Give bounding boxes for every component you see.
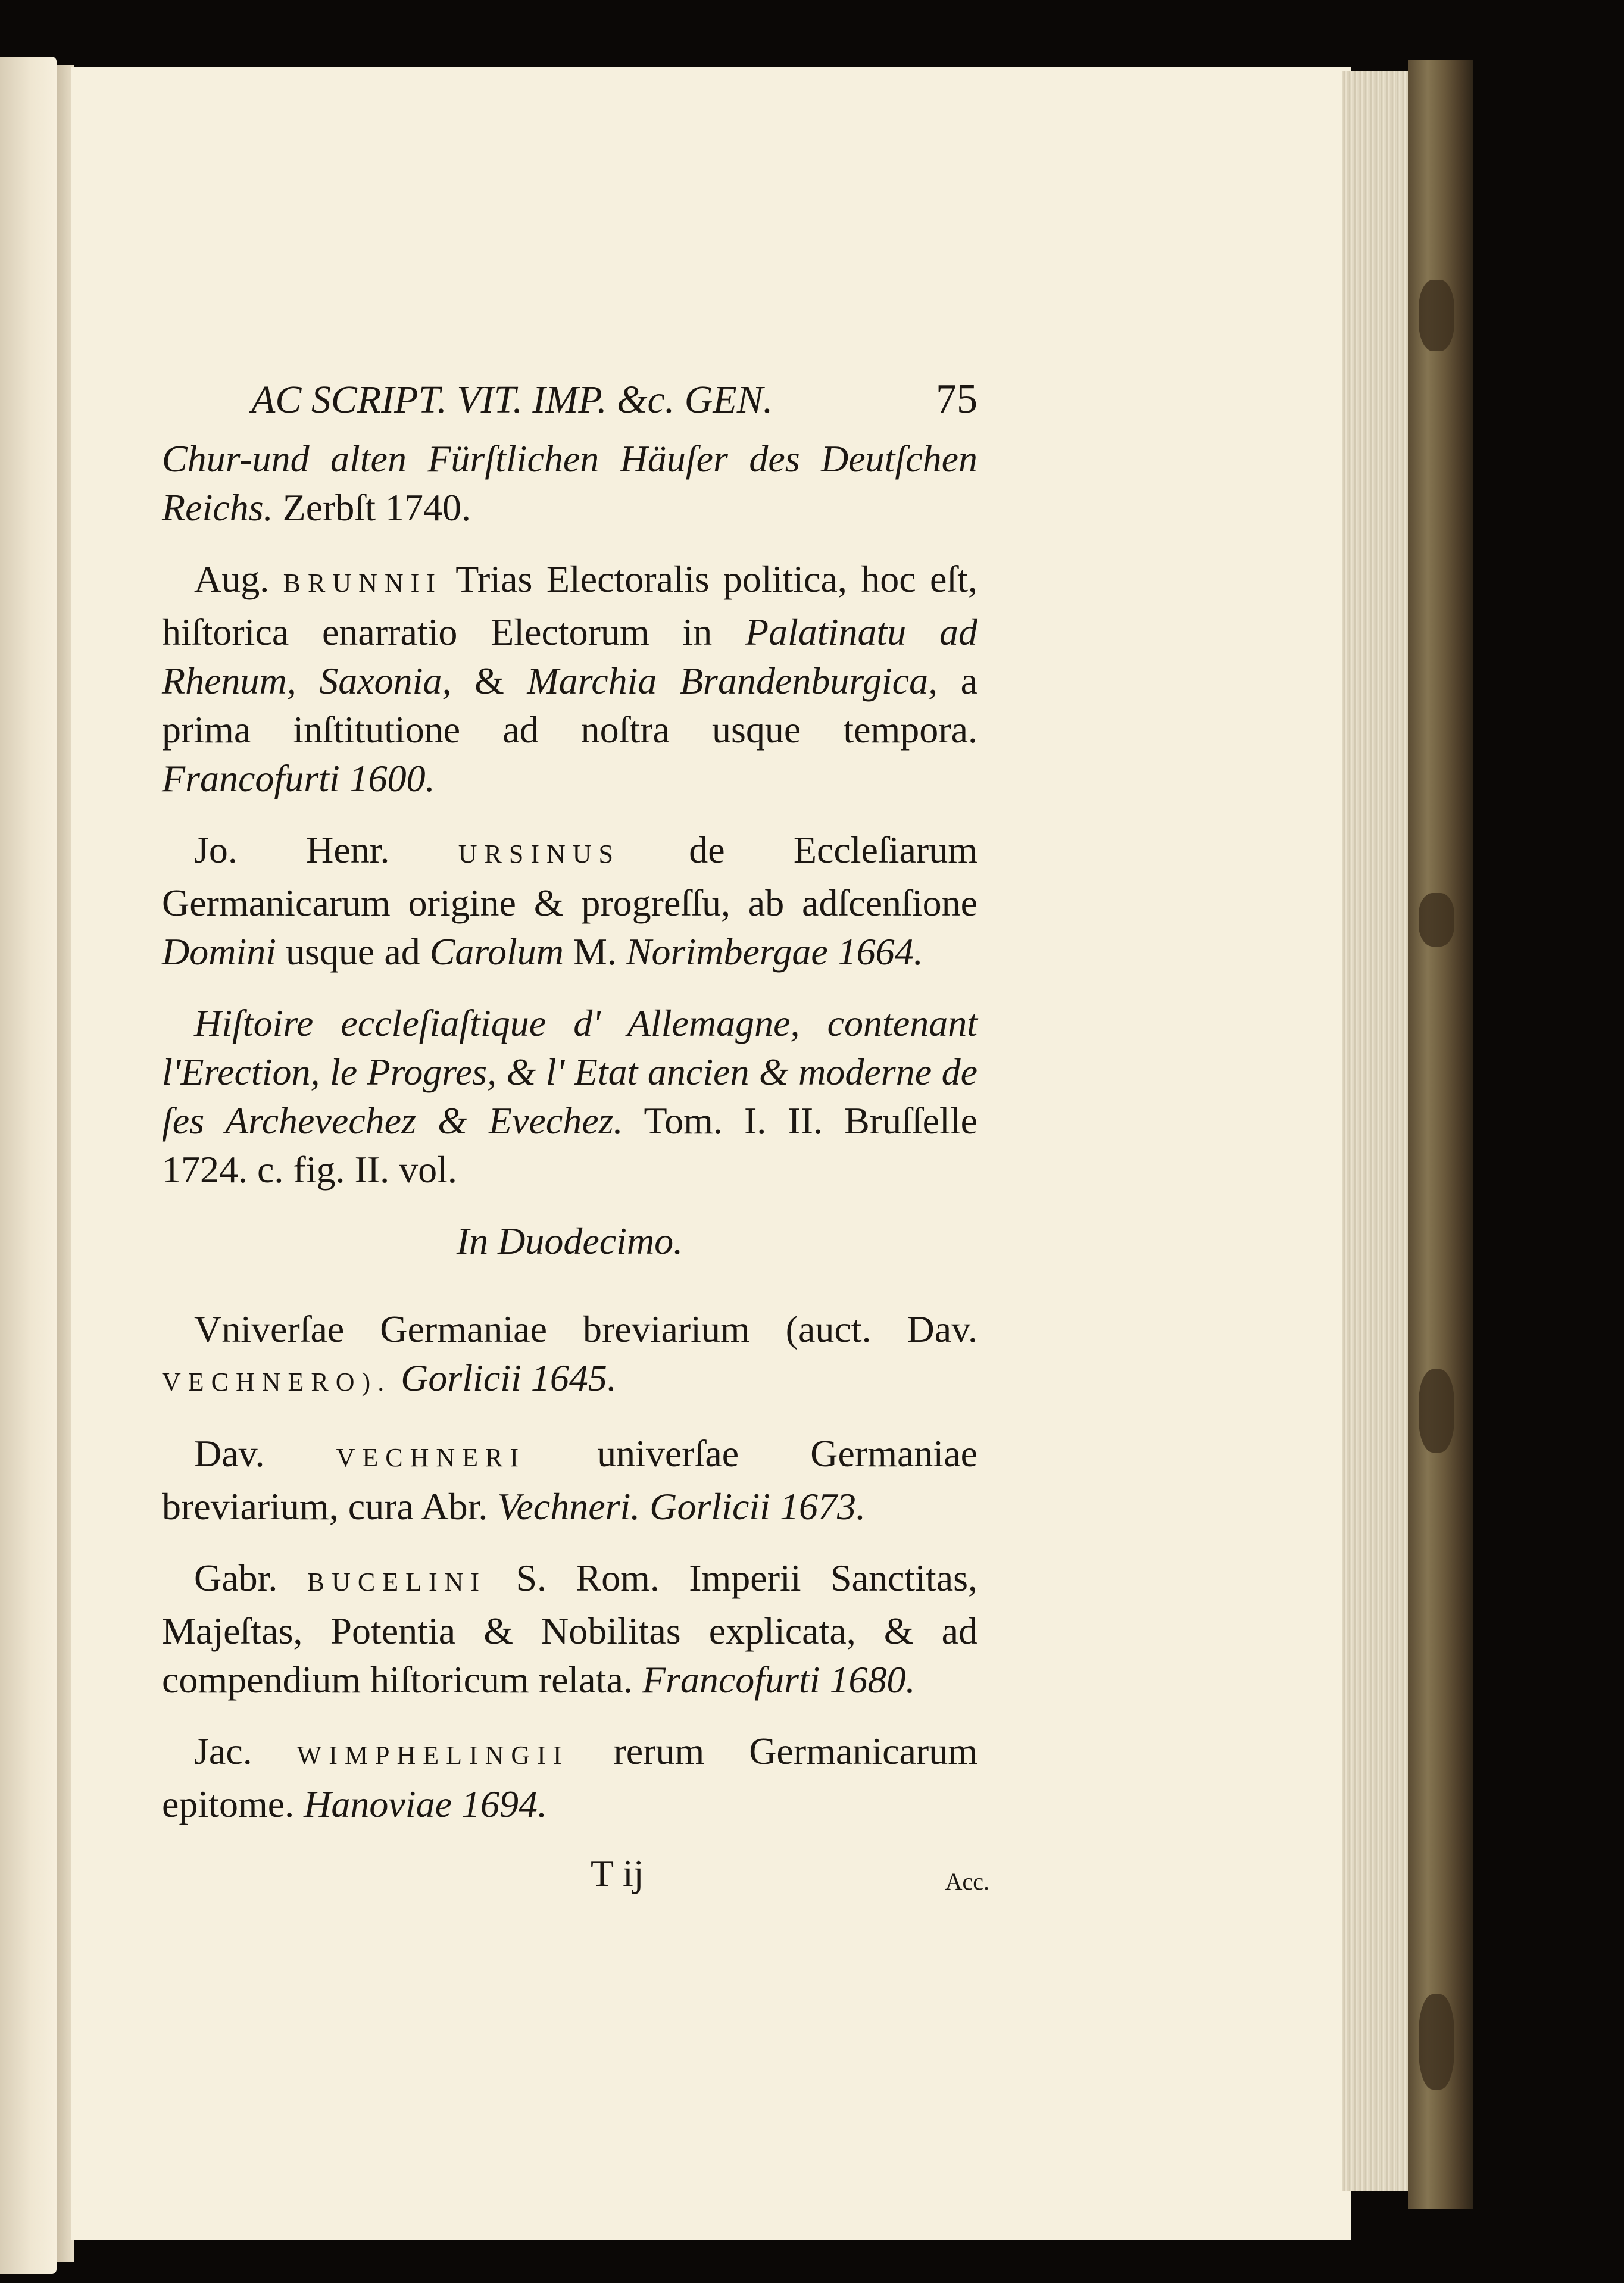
- bibliography-entry: Jac. WIMPHELINGII rerum Germanicarum epitome. Hanoviae 1694.: [162, 1730, 978, 1825]
- cover-wear-mark: [1419, 280, 1454, 351]
- running-head-title: AC SCRIPT. VIT. IMP. &c. GEN.: [251, 378, 773, 421]
- page-number: 75: [936, 376, 977, 422]
- book-cover-edge: [1408, 60, 1473, 2209]
- bibliography-entry: Jo. Henr. URSINUS de Eccleſiarum Germanicarum origine & progreſſu, ab adſcenſione Domini usque ad Carolum M. Norimbergae 1664.: [162, 829, 978, 973]
- running-header: [162, 375, 977, 435]
- bibliography-entry: Hiſtoire eccleſiaſtique d' Allemagne, contenant l'Erection, le Progres, & l' Etat ancien & moderne de ſes Archevechez & Evechez. Tom. I. II. Bruſſelle 1724. c. fig. II. vol.: [162, 1002, 978, 1191]
- bibliography-entry: Vniverſae Germaniae breviarium (auct. Dav. VECHNERO). Gorlicii 1645.: [162, 1308, 977, 1399]
- cover-wear-mark: [1419, 1369, 1454, 1453]
- section-heading: In Duodecimo.: [456, 1220, 683, 1262]
- left-page-edge: [0, 57, 57, 2274]
- page-block-edge: [1342, 71, 1408, 2191]
- signature-mark: T ij: [591, 1852, 644, 1894]
- bibliography-entry: Dav. VECHNERI univerſae Germaniae breviarium, cura Abr. Vechneri. Gorlicii 1673.: [162, 1432, 977, 1528]
- bibliography-entry: Aug. BRUNNII Trias Electoralis politica, hoc eſt, hiſtorica enarratio Electorum in Palatinatu ad Rhenum, Saxonia, & Marchia Brandenburgica, a prima inſtitutione ad noſtra usque tempora. Francofurti 1600.: [162, 558, 978, 799]
- bibliography-entry: Chur-und alten Fürſtlichen Häuſer des Deutſchen Reichs. Zerbſt 1740.: [162, 438, 977, 529]
- cover-wear-mark: [1419, 1994, 1454, 2090]
- catchword: Acc.: [945, 1868, 989, 1895]
- bibliography-entry: Gabr. BUCELINI S. Rom. Imperii Sanctitas, Majeſtas, Potentia & Nobilitas explicata, & ad compendium hiſtoricum relata. Francofurti 1680.: [162, 1557, 978, 1701]
- cover-wear-mark: [1419, 893, 1454, 947]
- page-text-block: [162, 375, 989, 1903]
- page-footer: [162, 1849, 989, 1903]
